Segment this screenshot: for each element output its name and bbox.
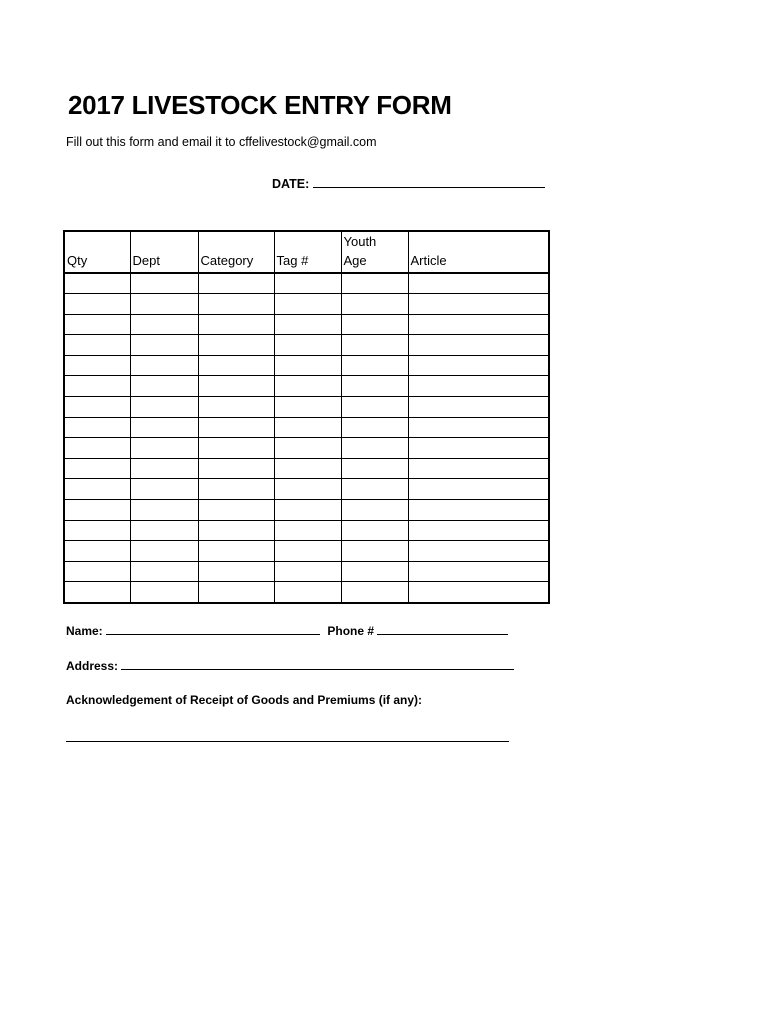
cell-category[interactable] (198, 458, 274, 479)
cell-youth-age[interactable] (341, 417, 408, 438)
cell-qty[interactable] (64, 541, 130, 562)
cell-article[interactable] (408, 458, 549, 479)
cell-category[interactable] (198, 500, 274, 521)
table-row (64, 438, 549, 459)
cell-tag[interactable] (274, 294, 341, 315)
name-input-line[interactable] (106, 622, 320, 635)
cell-dept[interactable] (130, 294, 198, 315)
cell-tag[interactable] (274, 417, 341, 438)
cell-article[interactable] (408, 314, 549, 335)
name-label: Name: (66, 624, 103, 638)
cell-qty[interactable] (64, 397, 130, 418)
cell-article[interactable] (408, 294, 549, 315)
address-row (66, 657, 514, 673)
cell-youth-age[interactable] (341, 397, 408, 418)
header-qty: Qty (64, 231, 130, 273)
cell-youth-age[interactable] (341, 520, 408, 541)
cell-qty[interactable] (64, 500, 130, 521)
date-label: DATE: (272, 177, 310, 191)
cell-article[interactable] (408, 561, 549, 582)
form-title: 2017 LIVESTOCK ENTRY FORM (68, 90, 452, 120)
cell-category[interactable] (198, 273, 274, 294)
table-row (64, 335, 549, 356)
header-youth-age-label: Youth Age (343, 234, 377, 268)
cell-dept[interactable] (130, 561, 198, 582)
cell-article[interactable] (408, 500, 549, 521)
cell-dept[interactable] (130, 417, 198, 438)
cell-tag[interactable] (274, 314, 341, 335)
cell-youth-age[interactable] (341, 458, 408, 479)
table-row (64, 541, 549, 562)
entry-table-body (64, 273, 549, 603)
cell-qty[interactable] (64, 273, 130, 294)
cell-tag[interactable] (274, 520, 341, 541)
table-row (64, 561, 549, 582)
cell-tag[interactable] (274, 500, 341, 521)
cell-article[interactable] (408, 273, 549, 294)
table-row (64, 520, 549, 541)
cell-category[interactable] (198, 582, 274, 603)
cell-tag[interactable] (274, 335, 341, 356)
cell-tag[interactable] (274, 355, 341, 376)
table-row (64, 458, 549, 479)
cell-dept[interactable] (130, 335, 198, 356)
table-row (64, 273, 549, 294)
cell-category[interactable] (198, 438, 274, 459)
cell-qty[interactable] (64, 417, 130, 438)
cell-article[interactable] (408, 438, 549, 459)
cell-qty[interactable] (64, 479, 130, 500)
acknowledgement-label: Acknowledgement of Receipt of Goods and Premiums (if any): (66, 693, 423, 707)
header-youth-age (341, 231, 408, 273)
entry-table (63, 230, 550, 604)
cell-category[interactable] (198, 314, 274, 335)
cell-category[interactable] (198, 520, 274, 541)
cell-article[interactable] (408, 520, 549, 541)
cell-qty[interactable] (64, 335, 130, 356)
cell-qty[interactable] (64, 582, 130, 603)
cell-category[interactable] (198, 355, 274, 376)
cell-youth-age[interactable] (341, 294, 408, 315)
cell-qty[interactable] (64, 314, 130, 335)
table-header-row (64, 231, 549, 273)
cell-qty[interactable] (64, 294, 130, 315)
cell-youth-age[interactable] (341, 355, 408, 376)
cell-youth-age[interactable] (341, 500, 408, 521)
name-phone-row (66, 622, 508, 638)
cell-tag[interactable] (274, 479, 341, 500)
cell-article[interactable] (408, 479, 549, 500)
cell-qty[interactable] (64, 458, 130, 479)
address-label: Address: (66, 659, 119, 673)
cell-dept[interactable] (130, 376, 198, 397)
cell-category[interactable] (198, 376, 274, 397)
phone-input-line[interactable] (377, 622, 508, 635)
form-instructions: Fill out this form and email it to cffelivestock@gmail.com (66, 135, 377, 149)
cell-article[interactable] (408, 397, 549, 418)
cell-article[interactable] (408, 417, 549, 438)
date-field (272, 174, 545, 191)
cell-category[interactable] (198, 479, 274, 500)
header-category: Category (198, 231, 274, 273)
table-row (64, 355, 549, 376)
cell-tag[interactable] (274, 376, 341, 397)
table-row (64, 294, 549, 315)
phone-label: Phone # (327, 624, 375, 638)
cell-dept[interactable] (130, 520, 198, 541)
cell-category[interactable] (198, 541, 274, 562)
cell-article[interactable] (408, 335, 549, 356)
cell-dept[interactable] (130, 438, 198, 459)
cell-dept[interactable] (130, 397, 198, 418)
cell-youth-age[interactable] (341, 273, 408, 294)
cell-dept[interactable] (130, 355, 198, 376)
cell-article[interactable] (408, 376, 549, 397)
table-row (64, 479, 549, 500)
table-row (64, 376, 549, 397)
cell-category[interactable] (198, 294, 274, 315)
cell-qty[interactable] (64, 355, 130, 376)
cell-dept[interactable] (130, 582, 198, 603)
cell-category[interactable] (198, 335, 274, 356)
cell-dept[interactable] (130, 500, 198, 521)
cell-dept[interactable] (130, 541, 198, 562)
cell-article[interactable] (408, 355, 549, 376)
cell-category[interactable] (198, 561, 274, 582)
cell-qty[interactable] (64, 561, 130, 582)
table-row (64, 397, 549, 418)
cell-tag[interactable] (274, 582, 341, 603)
header-tag: Tag # (274, 231, 341, 273)
cell-article[interactable] (408, 541, 549, 562)
cell-dept[interactable] (130, 273, 198, 294)
table-row (64, 314, 549, 335)
table-row (64, 417, 549, 438)
table-row (64, 582, 549, 603)
cell-tag[interactable] (274, 541, 341, 562)
cell-tag[interactable] (274, 561, 341, 582)
cell-dept[interactable] (130, 314, 198, 335)
cell-youth-age[interactable] (341, 541, 408, 562)
cell-youth-age[interactable] (341, 314, 408, 335)
cell-youth-age[interactable] (341, 479, 408, 500)
address-input-line[interactable] (121, 657, 514, 670)
cell-tag[interactable] (274, 397, 341, 418)
cell-qty[interactable] (64, 438, 130, 459)
cell-category[interactable] (198, 417, 274, 438)
cell-youth-age[interactable] (341, 376, 408, 397)
cell-qty[interactable] (64, 376, 130, 397)
cell-youth-age[interactable] (341, 335, 408, 356)
table-row (64, 500, 549, 521)
cell-tag[interactable] (274, 438, 341, 459)
date-input-line[interactable] (313, 174, 545, 188)
cell-dept[interactable] (130, 479, 198, 500)
cell-youth-age[interactable] (341, 438, 408, 459)
header-article: Article (408, 231, 549, 273)
cell-article[interactable] (408, 582, 549, 603)
cell-qty[interactable] (64, 520, 130, 541)
cell-youth-age[interactable] (341, 582, 408, 603)
header-dept: Dept (130, 231, 198, 273)
cell-dept[interactable] (130, 458, 198, 479)
cell-tag[interactable] (274, 458, 341, 479)
cell-category[interactable] (198, 397, 274, 418)
cell-tag[interactable] (274, 273, 341, 294)
cell-youth-age[interactable] (341, 561, 408, 582)
acknowledgement-input-line[interactable] (66, 741, 509, 742)
